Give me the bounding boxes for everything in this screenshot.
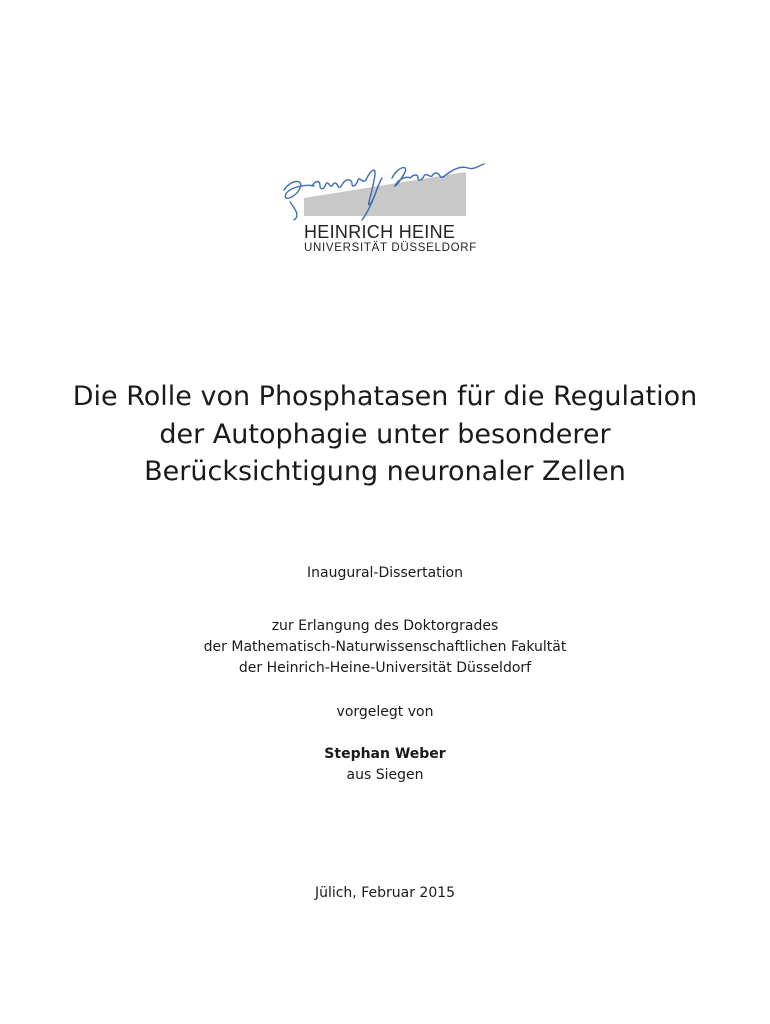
university-logo	[270, 150, 500, 260]
logo-gray-wedge	[304, 172, 466, 216]
logo-university-subtitle: UNIVERSITÄT DÜSSELDORF	[304, 242, 478, 254]
dissertation-title: Die Rolle von Phosphatasen für die Regulation der Autophagie unter besonderer Berücksichtigung neuronaler Zellen	[72, 381, 698, 487]
purpose-line-1: zur Erlangung des Doktorgrades	[271, 618, 499, 634]
presented-by-label: vorgelegt von	[336, 704, 434, 720]
place-and-date: Jülich, Februar 2015	[314, 885, 456, 901]
purpose-line-2: der Mathematisch-Naturwissenschaftlichen Fakultät	[203, 639, 567, 655]
author-name: Stephan Weber	[324, 746, 446, 762]
purpose-line-3: der Heinrich-Heine-Universität Düsseldorf	[238, 660, 532, 676]
document-type: Inaugural-Dissertation	[306, 565, 463, 581]
logo-university-name: HEINRICH HEINE	[304, 222, 456, 242]
author-origin: aus Siegen	[346, 767, 424, 783]
